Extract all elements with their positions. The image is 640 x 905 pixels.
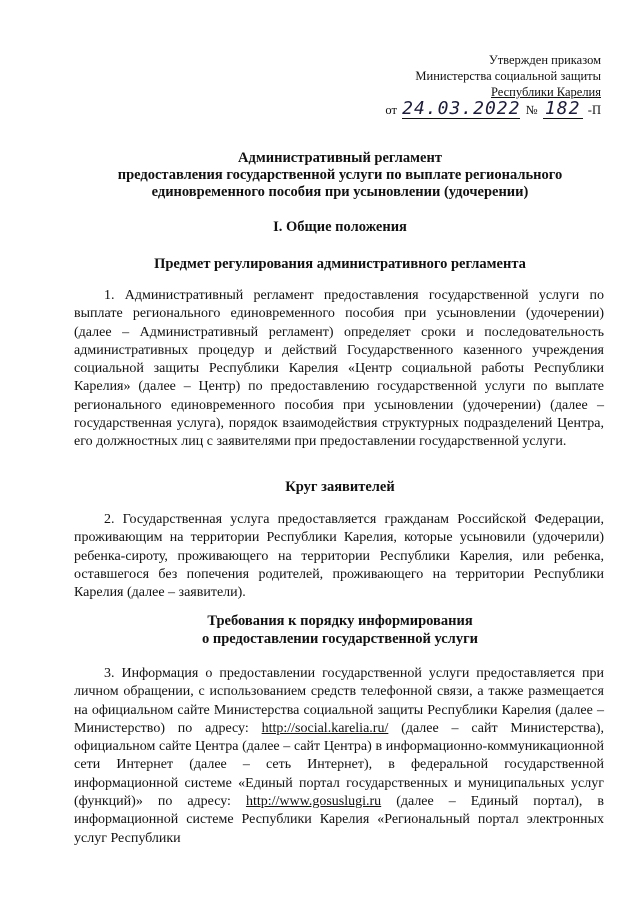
link-gosuslugi[interactable]: http://www.gosuslugi.ru xyxy=(245,794,382,810)
title-line-2: предоставления государственной услуги по выплате регионального xyxy=(117,167,563,183)
number-suffix: -П xyxy=(587,103,601,117)
approval-stamp-block xyxy=(385,52,601,121)
heading-information-requirements xyxy=(40,612,640,648)
title-line-1: Административный регламент xyxy=(238,150,442,166)
number-label: № xyxy=(525,103,538,117)
approval-line-1: Утвержден приказом xyxy=(488,53,601,67)
paragraph-2: 2. Государственная услуга предоставляется гражданам Российской Федерации, проживающим на территории Республики Карелия, которые усыновили (удочерили) ребенка-сироту, проживающего на территории Республики Карелия, или ребенка, оставшегося без попечения родителей, проживающего на территории Республики Карелия (далее – заявители). xyxy=(74,512,604,601)
title-line-3: единовременного пособия при усыновлении (удочерении) xyxy=(151,184,529,200)
paragraph-1: 1. Административный регламент предоставления государственной услуги по выплате регионального единовременного пособия при усыновлении (удочерении) (далее – Административный регламент) определяет сроки и последовательность административных процедур и действий Государственного казенного учреждения социальной защиты Республики Карелия «Центр социальной работы Республики Карелия» (далее – Центр) по предоставлению государственной услуги по выплате регионального единовременного пособия при усыновлении (удочерении) (далее – государственная услуга), порядок взаимодействия структурных подразделений Центра, его должностных лиц с заявителями при предоставлении государственной услуги. xyxy=(74,288,604,450)
handwritten-number: 182 xyxy=(544,98,581,119)
section-heading-general: I. Общие положения xyxy=(273,219,407,235)
paragraph-3-part-c: (далее – Единый портал), в информационной системе Республики Карелия «Региональный портал электронных услуг Республики xyxy=(74,794,604,846)
approval-line-3: Республики Карелия xyxy=(490,85,601,99)
from-label: от xyxy=(385,103,397,117)
link-social-karelia[interactable]: http://social.karelia.ru/ xyxy=(261,720,389,736)
heading-subject-of-regulation: Предмет регулирования административного регламента xyxy=(154,256,526,272)
paragraph-3-part-a: 3. Информация о предоставлении государственной услуги предоставляется при личном обращении, с использованием средств телефонной связи, а также размещается на официальном сайте Министерства социальной защиты Республики Карелия (далее – Министерство) по адресу: xyxy=(74,666,604,736)
document-title xyxy=(60,150,620,201)
heading-info-line-1: Требования к порядку информирования xyxy=(207,613,473,629)
paragraph-3 xyxy=(74,665,604,848)
paragraph-3-part-b: (далее – сайт Министерства), официальном сайте Центра (далее – сайт Центра) в информационно-коммуникационной сети Интернет (далее – сеть Интернет), в федеральной государственной информационной системе «Единый портал государственных и муниципальных услуг (функций)» по адресу: xyxy=(74,720,604,810)
approval-line-2: Министерства социальной защиты xyxy=(415,69,601,83)
order-date-number xyxy=(385,98,601,121)
heading-applicants: Круг заявителей xyxy=(285,479,395,495)
heading-info-line-2: о предоставлении государственной услуги xyxy=(201,631,479,647)
handwritten-date: 24.03.2022 xyxy=(402,98,521,119)
